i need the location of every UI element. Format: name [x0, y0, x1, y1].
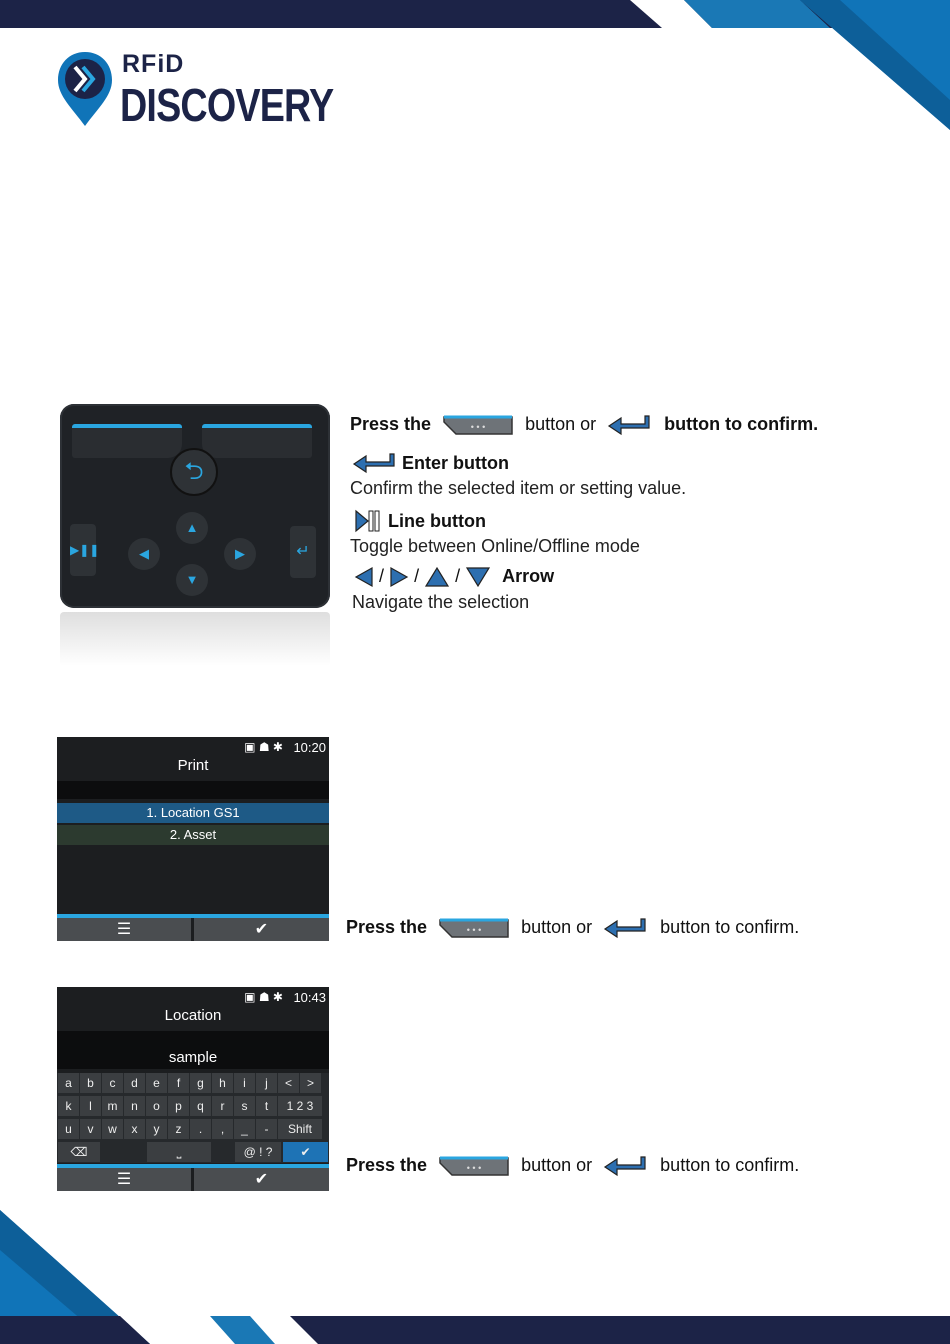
logo-mark-icon [56, 50, 114, 128]
soft-key-icon [442, 414, 514, 436]
keyboard-key[interactable]: u [58, 1119, 79, 1139]
status-icons: ▣ ☗ ✱ [244, 990, 283, 1004]
button-or-text: button or [521, 1155, 593, 1175]
keyboard-key[interactable]: > [300, 1073, 321, 1093]
svg-text:• • •: • • • [470, 422, 486, 433]
keyboard-key[interactable]: w [102, 1119, 123, 1139]
screen-title: Print [177, 757, 209, 774]
keyboard-key[interactable]: c [102, 1073, 123, 1093]
soft-key-icon [438, 917, 510, 939]
arrow-up-button[interactable]: ▲ [176, 512, 208, 544]
line-button-desc: Toggle between Online/Offline mode [350, 536, 640, 556]
screen-title: Location [164, 1007, 222, 1024]
enter-icon [603, 917, 649, 939]
keyboard-key[interactable]: m [102, 1096, 123, 1116]
keyboard-key[interactable]: p [168, 1096, 189, 1116]
button-or-text: button or [525, 414, 597, 434]
status-time: 10:43 [293, 990, 326, 1005]
keyboard-key[interactable]: k [58, 1096, 79, 1116]
arrow-sep: / [414, 566, 420, 586]
check-footer-button[interactable]: ✔ [194, 1168, 329, 1191]
press-the-text: Press the [346, 917, 428, 937]
arrow-left-icon [354, 566, 374, 588]
location-input[interactable]: sample [168, 1049, 218, 1066]
line-button-title: Line button [388, 511, 486, 531]
arrow-down-button[interactable]: ▼ [176, 564, 208, 596]
keyboard-key[interactable]: - [256, 1119, 277, 1139]
backspace-key[interactable]: ⌫ [58, 1142, 100, 1162]
menu-footer-button[interactable]: ☰ [57, 1168, 191, 1191]
button-to-confirm-text: button to confirm. [660, 1155, 800, 1175]
location-screen [57, 987, 329, 1191]
confirm-instruction-3 [346, 1155, 799, 1177]
keyboard-key[interactable]: d [124, 1073, 145, 1093]
left-soft-key[interactable] [72, 424, 182, 458]
menu-footer-button[interactable]: ☰ [57, 918, 191, 941]
keyboard-key[interactable]: z [168, 1119, 189, 1139]
enter-icon [603, 1155, 649, 1177]
check-footer-button[interactable]: ✔ [194, 918, 329, 941]
keyboard-key[interactable]: j [256, 1073, 277, 1093]
print-screen [57, 737, 329, 941]
bottom-banner [0, 1316, 950, 1344]
press-the-text: Press the [350, 414, 432, 434]
keyboard-key[interactable]: , [212, 1119, 233, 1139]
keyboard-key[interactable]: n [124, 1096, 145, 1116]
right-soft-key[interactable] [202, 424, 312, 458]
menu-item-selected[interactable]: 1. Location GS1 [57, 803, 329, 823]
keyboard-key[interactable]: t [256, 1096, 277, 1116]
keyboard-key[interactable]: g [190, 1073, 211, 1093]
keyboard-key[interactable]: _ [234, 1119, 255, 1139]
keyboard-key[interactable]: s [234, 1096, 255, 1116]
keyboard-key[interactable]: q [190, 1096, 211, 1116]
button-or-text: button or [521, 917, 593, 937]
arrow-left-button[interactable]: ◀ [128, 538, 160, 570]
confirm-instruction-2 [346, 917, 799, 939]
enter-panel-button[interactable]: ↵ [290, 526, 316, 578]
keyboard-key[interactable]: v [80, 1119, 101, 1139]
confirm-instruction-1 [350, 414, 818, 436]
logo-big-text: DISCOVERY [120, 79, 334, 131]
button-to-confirm-text: button to confirm. [660, 917, 800, 937]
arrow-down-icon [465, 566, 491, 588]
arrow-title: Arrow [502, 566, 555, 586]
keyboard-key[interactable]: i [234, 1073, 255, 1093]
soft-key-icon [438, 1155, 510, 1177]
keyboard-key[interactable]: Shift [278, 1119, 322, 1139]
line-icon [354, 509, 382, 533]
status-time: 10:20 [293, 740, 326, 755]
keyboard-key[interactable]: l [80, 1096, 101, 1116]
svg-text:• • •: • • • [466, 1163, 482, 1174]
keyboard-key[interactable]: e [146, 1073, 167, 1093]
ok-key[interactable]: ✔ [283, 1142, 328, 1162]
button-to-confirm-text: button to confirm. [664, 414, 819, 434]
operation-panel [60, 404, 330, 608]
arrow-desc: Navigate the selection [352, 592, 530, 612]
panel-reflection [60, 612, 330, 666]
keyboard-key[interactable]: h [212, 1073, 233, 1093]
keyboard-key[interactable]: < [278, 1073, 299, 1093]
menu-item[interactable]: 2. Asset [57, 825, 329, 845]
press-the-text: Press the [346, 1155, 428, 1175]
back-button[interactable]: ⮌ [170, 448, 218, 496]
arrow-right-icon [389, 566, 409, 588]
top-right-corner-shape [800, 0, 950, 130]
keyboard-key[interactable]: y [146, 1119, 167, 1139]
enter-icon [352, 452, 398, 474]
keyboard-key[interactable]: a [58, 1073, 79, 1093]
keyboard-key[interactable]: r [212, 1096, 233, 1116]
logo-small-text: RFiD [122, 50, 185, 78]
line-button[interactable]: ▶❚❚ [70, 524, 96, 576]
keyboard-key[interactable]: f [168, 1073, 189, 1093]
arrow-up-icon [424, 566, 450, 588]
keyboard-key[interactable]: 1 2 3 [278, 1096, 322, 1116]
enter-icon [607, 414, 653, 436]
status-icons: ▣ ☗ ✱ [244, 740, 283, 754]
enter-button-title: Enter button [402, 453, 509, 473]
space-key[interactable]: ⎵ [147, 1142, 211, 1162]
keyboard-key[interactable]: b [80, 1073, 101, 1093]
arrow-sep: / [379, 566, 385, 586]
symbols-key[interactable]: @ ! ? [235, 1142, 281, 1162]
arrow-right-button[interactable]: ▶ [224, 538, 256, 570]
arrow-row [354, 566, 554, 588]
keyboard-key[interactable]: o [146, 1096, 167, 1116]
svg-text:• • •: • • • [466, 925, 482, 936]
keyboard-key[interactable]: . [190, 1119, 211, 1139]
enter-button-desc: Confirm the selected item or setting value. [350, 478, 687, 498]
title-divider [57, 781, 329, 799]
keyboard-key[interactable]: x [124, 1119, 145, 1139]
arrow-sep: / [455, 566, 461, 586]
